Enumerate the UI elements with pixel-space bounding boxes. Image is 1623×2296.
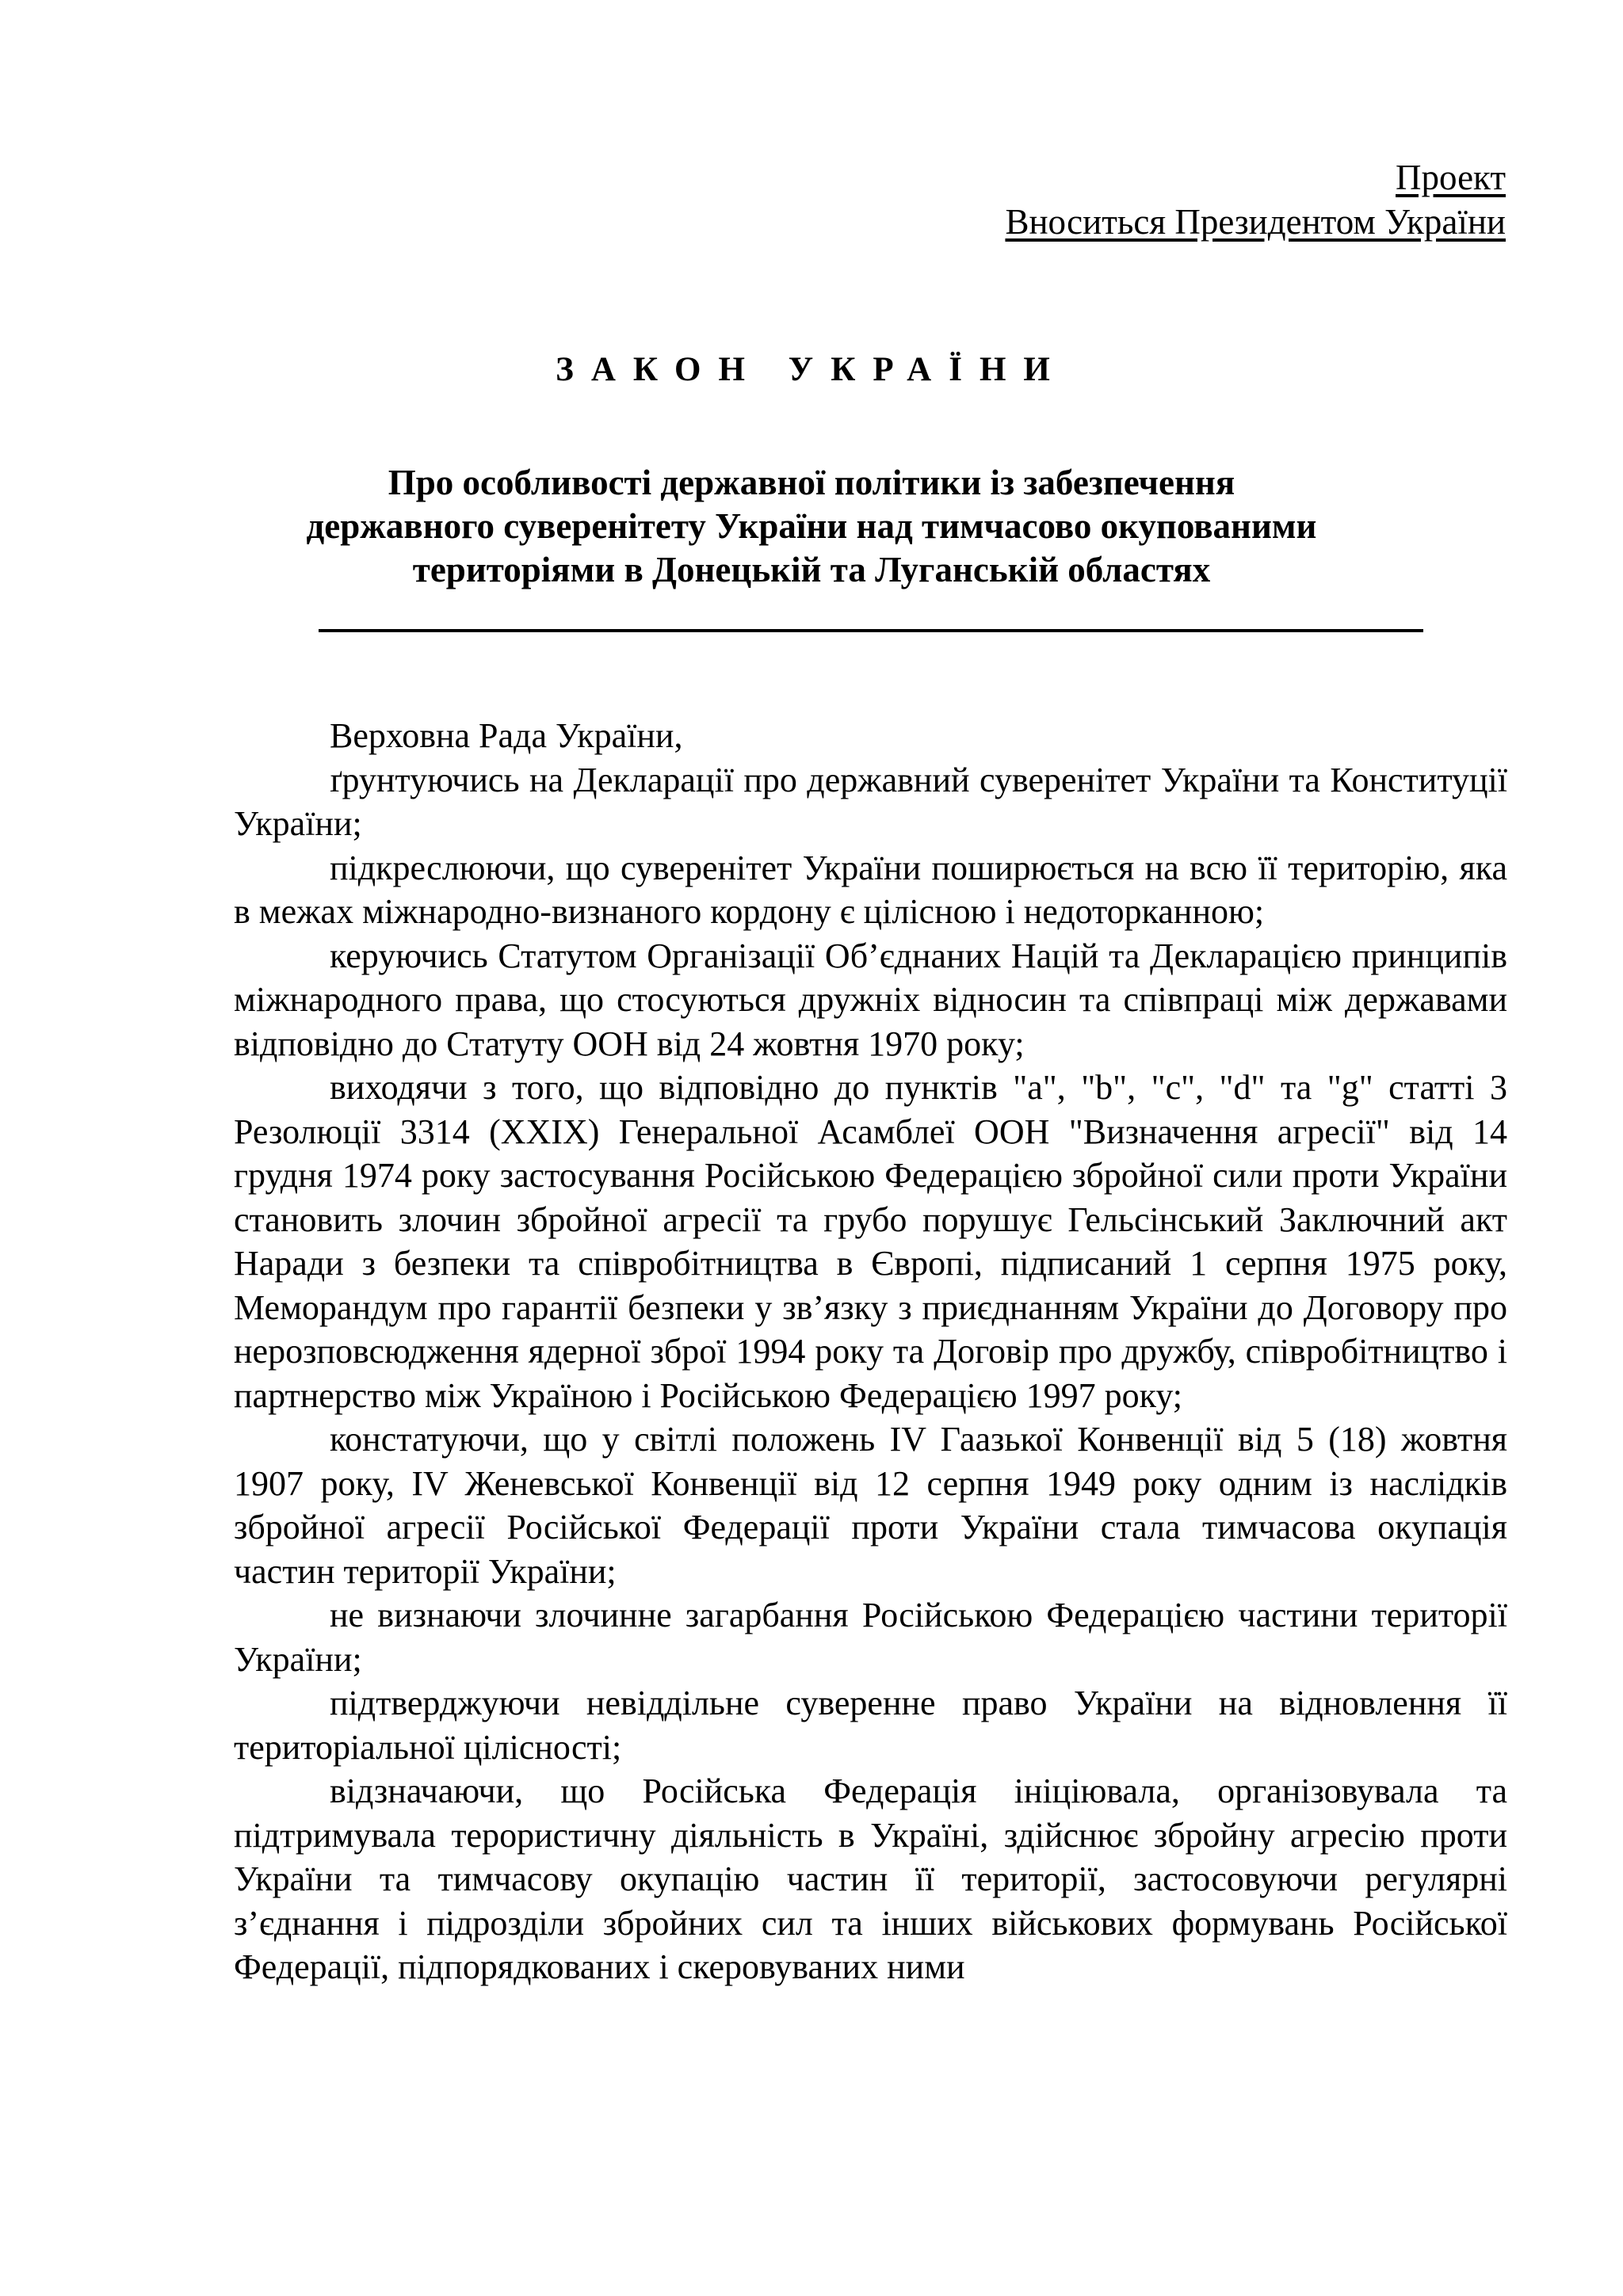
submitted-by-label: Вноситься Президентом України [1005, 202, 1506, 242]
paragraph: підтверджуючи невіддільне суверенне право України на відновлення її територіальної цілісності; [234, 1684, 1507, 1767]
paragraph: констатуючи, що у світлі положень IV Гаазької Конвенції від 5 (18) жовтня 1907 року, IV Женевської Конвенції від 12 серпня 1949 року одним із наслідків збройної агресії Російської Федерації проти України стала тимчасова окупація частин території України; [234, 1420, 1507, 1591]
project-label: Проект [1396, 158, 1506, 197]
paragraph: ґрунтуючись на Декларації про державний суверенітет України та Конституції України; [234, 760, 1507, 843]
preamble-body [234, 714, 1507, 1989]
law-subtitle [238, 461, 1385, 592]
paragraph: відзначаючи, що Російська Федерація ініціювала, організовувала та підтримувала терористичну діяльність в Україні, здійснює збройну агресію проти України та тимчасову окупацію частин її території, застосовуючи регулярні з’єднання і підрозділи збройних сил та інших військових формувань Російської Федерації, підпорядкованих і скеровуваних ними [234, 1772, 1507, 1986]
subtitle-line: територіями в Донецькій та Луганській областях [412, 550, 1211, 589]
paragraph: не визнаючи злочинне загарбання Російською Федерацією частини території України; [234, 1596, 1507, 1679]
paragraph: Верховна Рада України, [330, 716, 683, 755]
paragraph: керуючись Статутом Організації Об’єднаних Націй та Декларацією принципів міжнародного права, що стосуються дружніх відносин та співпраці між державами відповідно до Статуту ООН від 24 жовтня 1970 року; [234, 936, 1507, 1063]
document-header-note [1005, 155, 1506, 244]
paragraph: підкреслюючи, що суверенітет України поширюється на всю її територію, яка в межах міжнародно-визнаного кордону є цілісною і недоторканною; [234, 848, 1507, 931]
law-title: ЗАКОН УКРАЇНИ [556, 351, 1067, 388]
paragraph: виходячи з того, що відповідно до пунктів "a", "b", "c", "d" та "g" статті 3 Резолюції 3314 (XXIX) Генеральної Асамблеї ООН "Визначення агресії" від 14 грудня 1974 року застосування Російською Федерацією збройної сили проти України становить злочин збройної агресії та грубо порушує Гельсінський Заключний акт Наради з безпеки та співробітництва в Європі, підписаний 1 серпня 1975 року, Меморандум про гарантії безпеки у зв’язку з приєднанням України до Договору про нерозповсюдження ядерної зброї 1994 року та Договір про дружбу, співробітництво і партнерство між Україною і Російською Федерацією 1997 року; [234, 1068, 1507, 1415]
subtitle-line: Про особливості державної політики із забезпечення [388, 463, 1235, 502]
title-divider [319, 629, 1423, 632]
subtitle-line: державного суверенітету України над тимчасово окупованими [306, 506, 1317, 546]
